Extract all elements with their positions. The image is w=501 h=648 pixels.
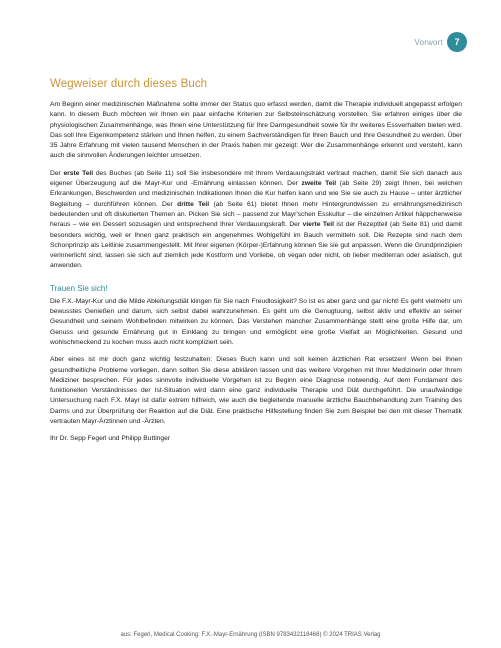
- page-footer: aus: Fegerl, Medical Cooking: F.X.-Mayr-Ernährung (ISBN 9783432118468) © 2024 TRIAS Verlag: [120, 632, 381, 638]
- section-label: Vorwort: [414, 38, 443, 47]
- guide-paragraph: [50, 169, 462, 272]
- trust-paragraph-1: Die F.X.-Mayr-Kur und die Milde Ableitungsdiät klingen für Sie nach Freudlosigkeit? So ist es aber ganz und gar nicht! Es geht vielmehr um bewusstes Genießen und darum, sich selbst dabei wahrzunehmen. Es geht um die Genugtuung, selbst aktiv und effektiv an seiner Gesundheit und seinem Wohlbefinden mitwirken zu können. Das Verstehen mancher Zusammenhänge stellt eine große Hilfe dar, um Genuss und gesunde Ernährung gut in Einklang zu bringen und ermöglicht eine große Vielfalt an Möglichkeiten. Gesund und wohlschmeckend zu kochen muss auch nicht kompliziert sein.: [50, 297, 462, 346]
- guide-text: (ab Seite 29) zeigt Ihnen, bei welchen Erkrankungen, Beschwerden und medizinischen Indikationen Ihnen die Kur helfen kann und wie Sie sie auch zu Hause – unter ärztlicher Begleitung – durchführen können. Der: [50, 180, 463, 208]
- guide-text: Der: [50, 169, 64, 177]
- page-number-badge: 7: [447, 32, 467, 52]
- guide-text: (ab Seite 61) bietet Ihnen mehr Hintergrundwissen zu ernährungsmedizinisch bedeutenden und oft diskutierten Themen an. Picken Sie sich – passend zur Mayr'schen Esskultur – die einzelnen Artikel häppchenweise heraus – wie ein Dessert sozusagen und entsprechend Ihrer Verdauungskraft. Der: [50, 200, 462, 229]
- guide-bold-fourth: vierte Teil: [302, 221, 334, 229]
- page-content: [50, 78, 462, 452]
- guide-bold-second: zweite Teil: [301, 180, 337, 188]
- page-title: Wegweiser durch dieses Buch: [50, 78, 208, 90]
- section-subheading: Trauen Sie sich!: [50, 283, 108, 293]
- guide-text: ist der Rezeptteil (ab Seite 81) und damit besonders wichtig, weil er Ihnen ganz praktisch ein angenehmes Wohlgefühl im Bauch vermitteln soll. Die Rezepte sind nach dem Schonprinzip als Leitlinie zusammengestellt. Mit Ihrer eigenen (Körper-)Erfahrung können Sie sie gut anpassen. Wenn die Grundprinzipien verinnerlicht sind, lassen sie sich auf ziemlich jede Kostform und Vorliebe, ob vegan oder nicht, ob lieber mediterran oder asiatisch, gut anwenden.: [50, 221, 462, 270]
- guide-bold-first: erste Teil: [63, 169, 94, 177]
- signature: Ihr Dr. Sepp Fegerl und Philipp Buttinger: [50, 435, 171, 443]
- page-header: [0, 30, 501, 52]
- intro-paragraph: Am Beginn einer medizinischen Maßnahme sollte immer der Status quo erfasst werden, damit die Therapie individuell angepasst erfolgen kann. In diesem Buch möchten wir Ihnen ein paar einfache Kriterien zur Selbsteinschätzung vorstellen. Sie erfahren einiges über die physiologischen Zusammenhänge, was Ihnen eine Unterstützung für Ihre Darmgesundheit sowie für Ihr weiteres Essverhalten bieten wird. Das soll Ihre Eigenkompetenz stärken und Ihnen helfen, zu einem Sachverständigen für Ihren Bauch und Ihre Gesundheit zu werden. Über 35 Jahre Erfahrung mit vielen tausend Menschen in der Praxis haben mir gezeigt: Wer die Zusammenhänge erkennt und versteht, kann auch die sinnvollen Änderungen leichter umsetzen.: [50, 101, 462, 160]
- guide-text: des Buches (ab Seite 11) soll Sie insbesondere mit Ihrem Verdauungstrakt vertraut machen, damit Sie sich danach aus eigener Überzeugung auf die Mayr-Kur und -Ernährung einlassen können. Der: [50, 169, 462, 188]
- trust-paragraph-2: Aber eines ist mir doch ganz wichtig festzuhalten: Dieses Buch kann und soll keinen ärztlichen Rat ersetzen! Wenn bei Ihnen gesundheitliche Probleme vorliegen, dann sollten Sie diese abklären lassen und das weitere Vorgehen mit Ihrer Medizinerin oder Ihrem Mediziner besprechen. Für jedes sinnvolle individuelle Vorgehen ist zu Beginn eine Diagnose notwendig. Auf dem Fundament des funktionellen Verständnisses der Ist-Situation wird dann eine ganz individuelle Therapie und Diät durchgeführt. Die unaufwändige Untersuchung nach F.X. Mayr ist dafür extrem hilfreich, wie auch die begleitende manuelle ärztliche Bauchbehandlung zum Training des Darms und zur Überprüfung der Reaktion auf die Diät. Eine praktische Hilfestellung finden Sie zum Beispiel bei den mit dieser Thematik vertrauten Mayr-Ärztinnen und -Ärzten.: [50, 356, 462, 426]
- guide-bold-third: dritte Teil: [177, 200, 210, 208]
